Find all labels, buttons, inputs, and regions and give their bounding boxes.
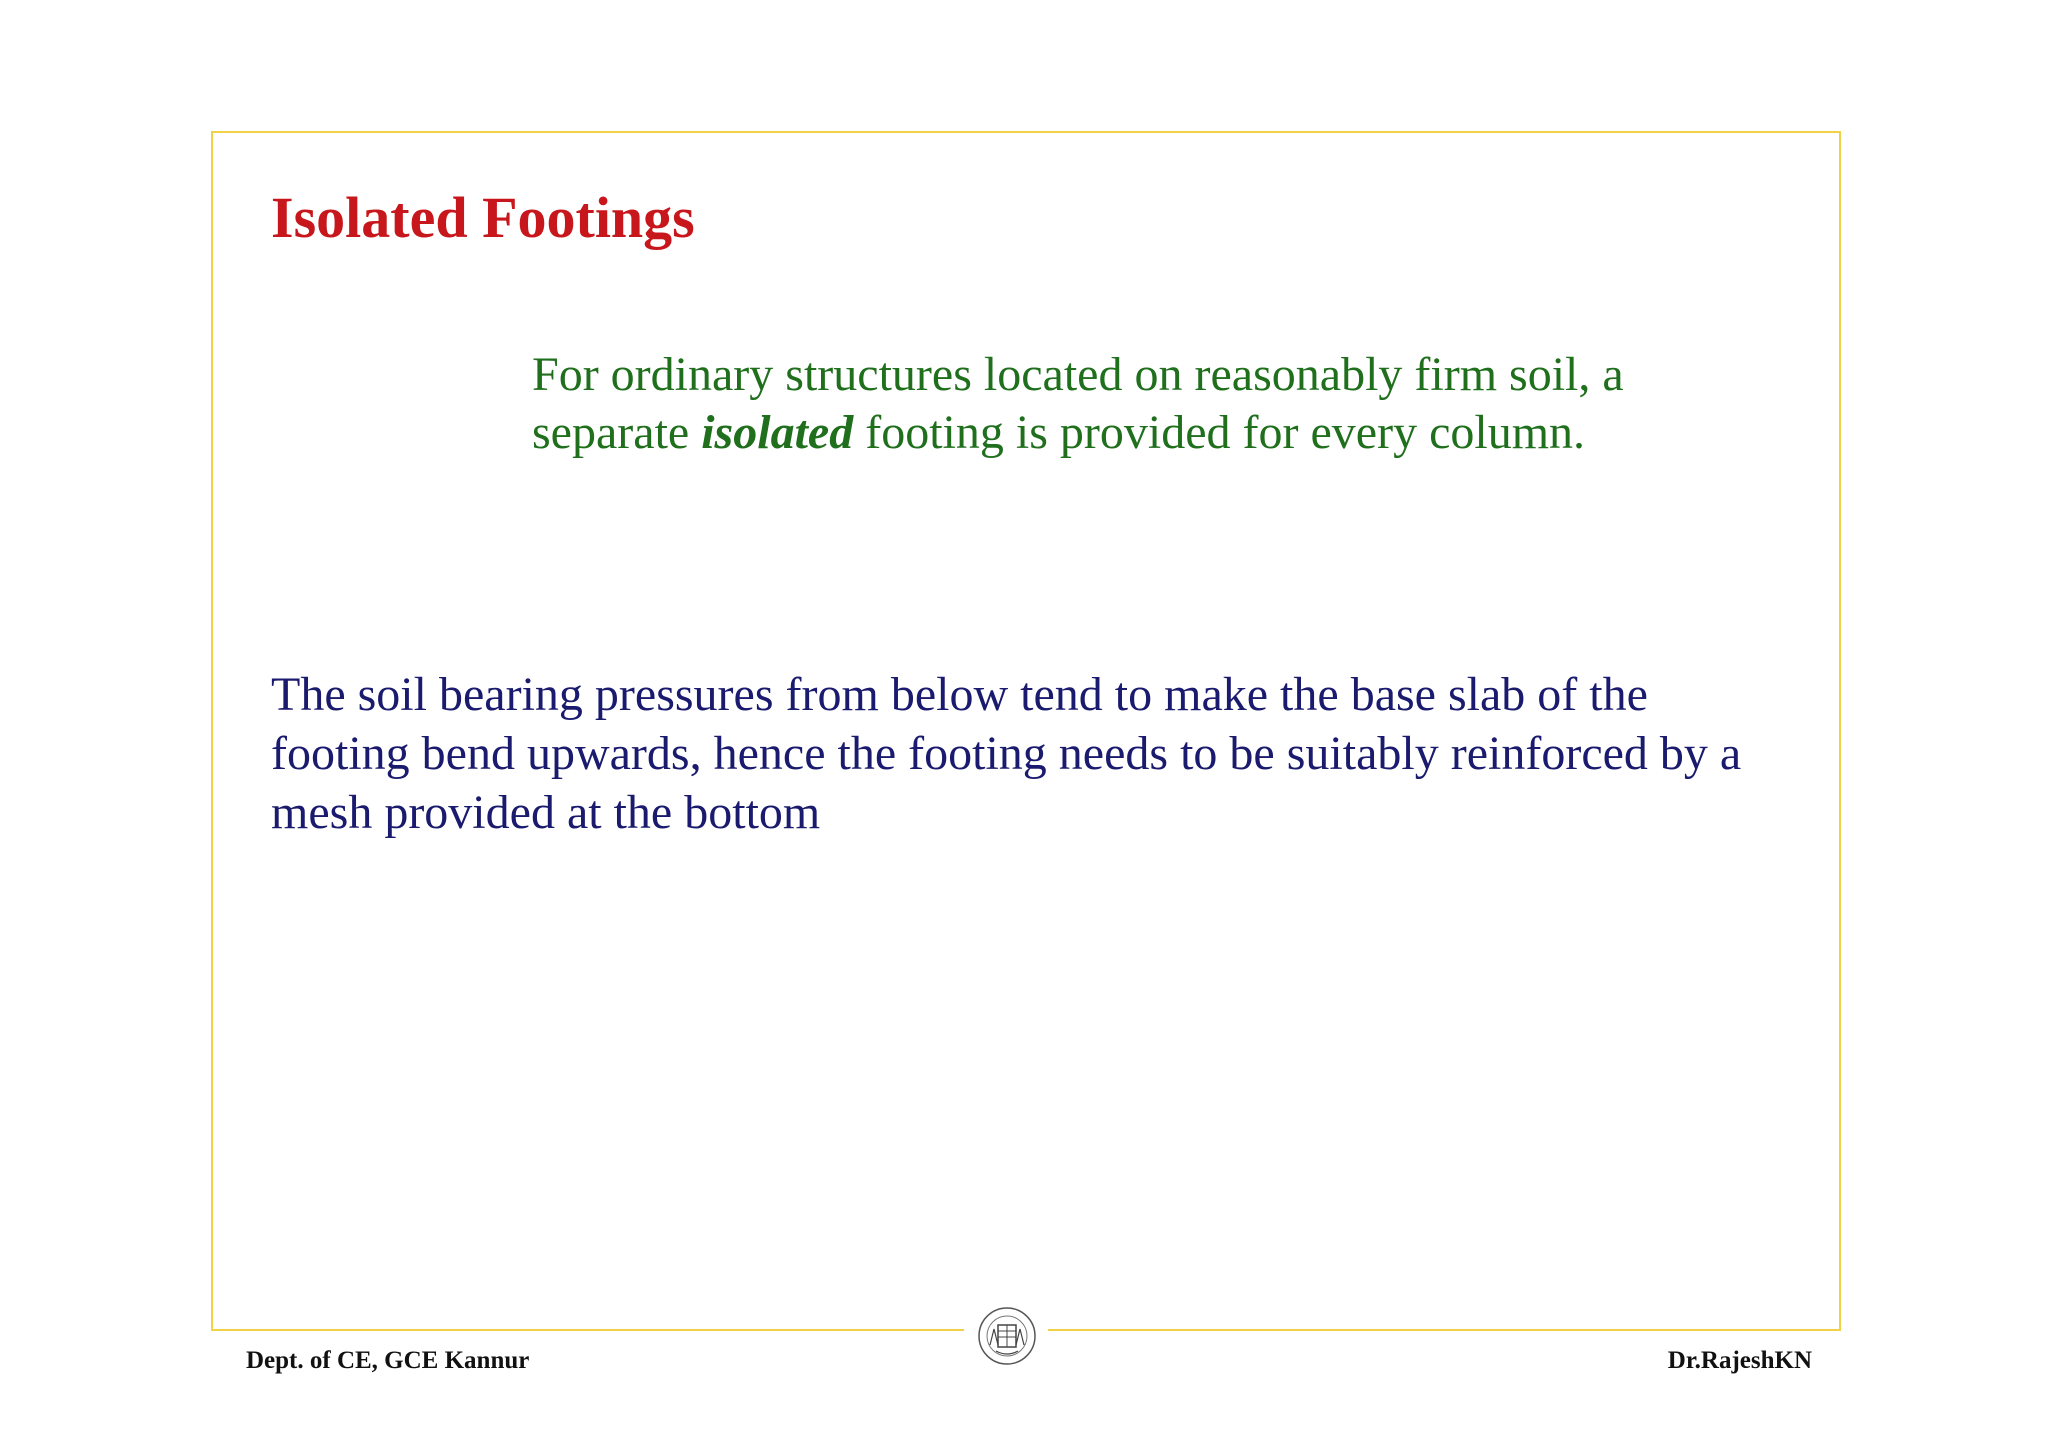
intro-text-after: footing is provided for every column.	[853, 406, 1586, 459]
intro-text-before: For ordinary structures located on reasonably firm soil, a separate	[532, 348, 1624, 459]
body-paragraph: The soil bearing pressures from below tend to make the base slab of the footing bend upwards, hence the footing needs to be suitably reinforced by a mesh provided at the bottom	[271, 668, 1742, 839]
intro-paragraph	[532, 346, 1772, 462]
intro-emphasis: isolated	[701, 406, 854, 459]
college-seal-icon	[976, 1305, 1038, 1367]
footer-department: Dept. of CE, GCE Kannur	[246, 1347, 530, 1374]
footer-author: Dr.RajeshKN	[1667, 1347, 1812, 1374]
slide-title: Isolated Footings	[271, 185, 695, 250]
